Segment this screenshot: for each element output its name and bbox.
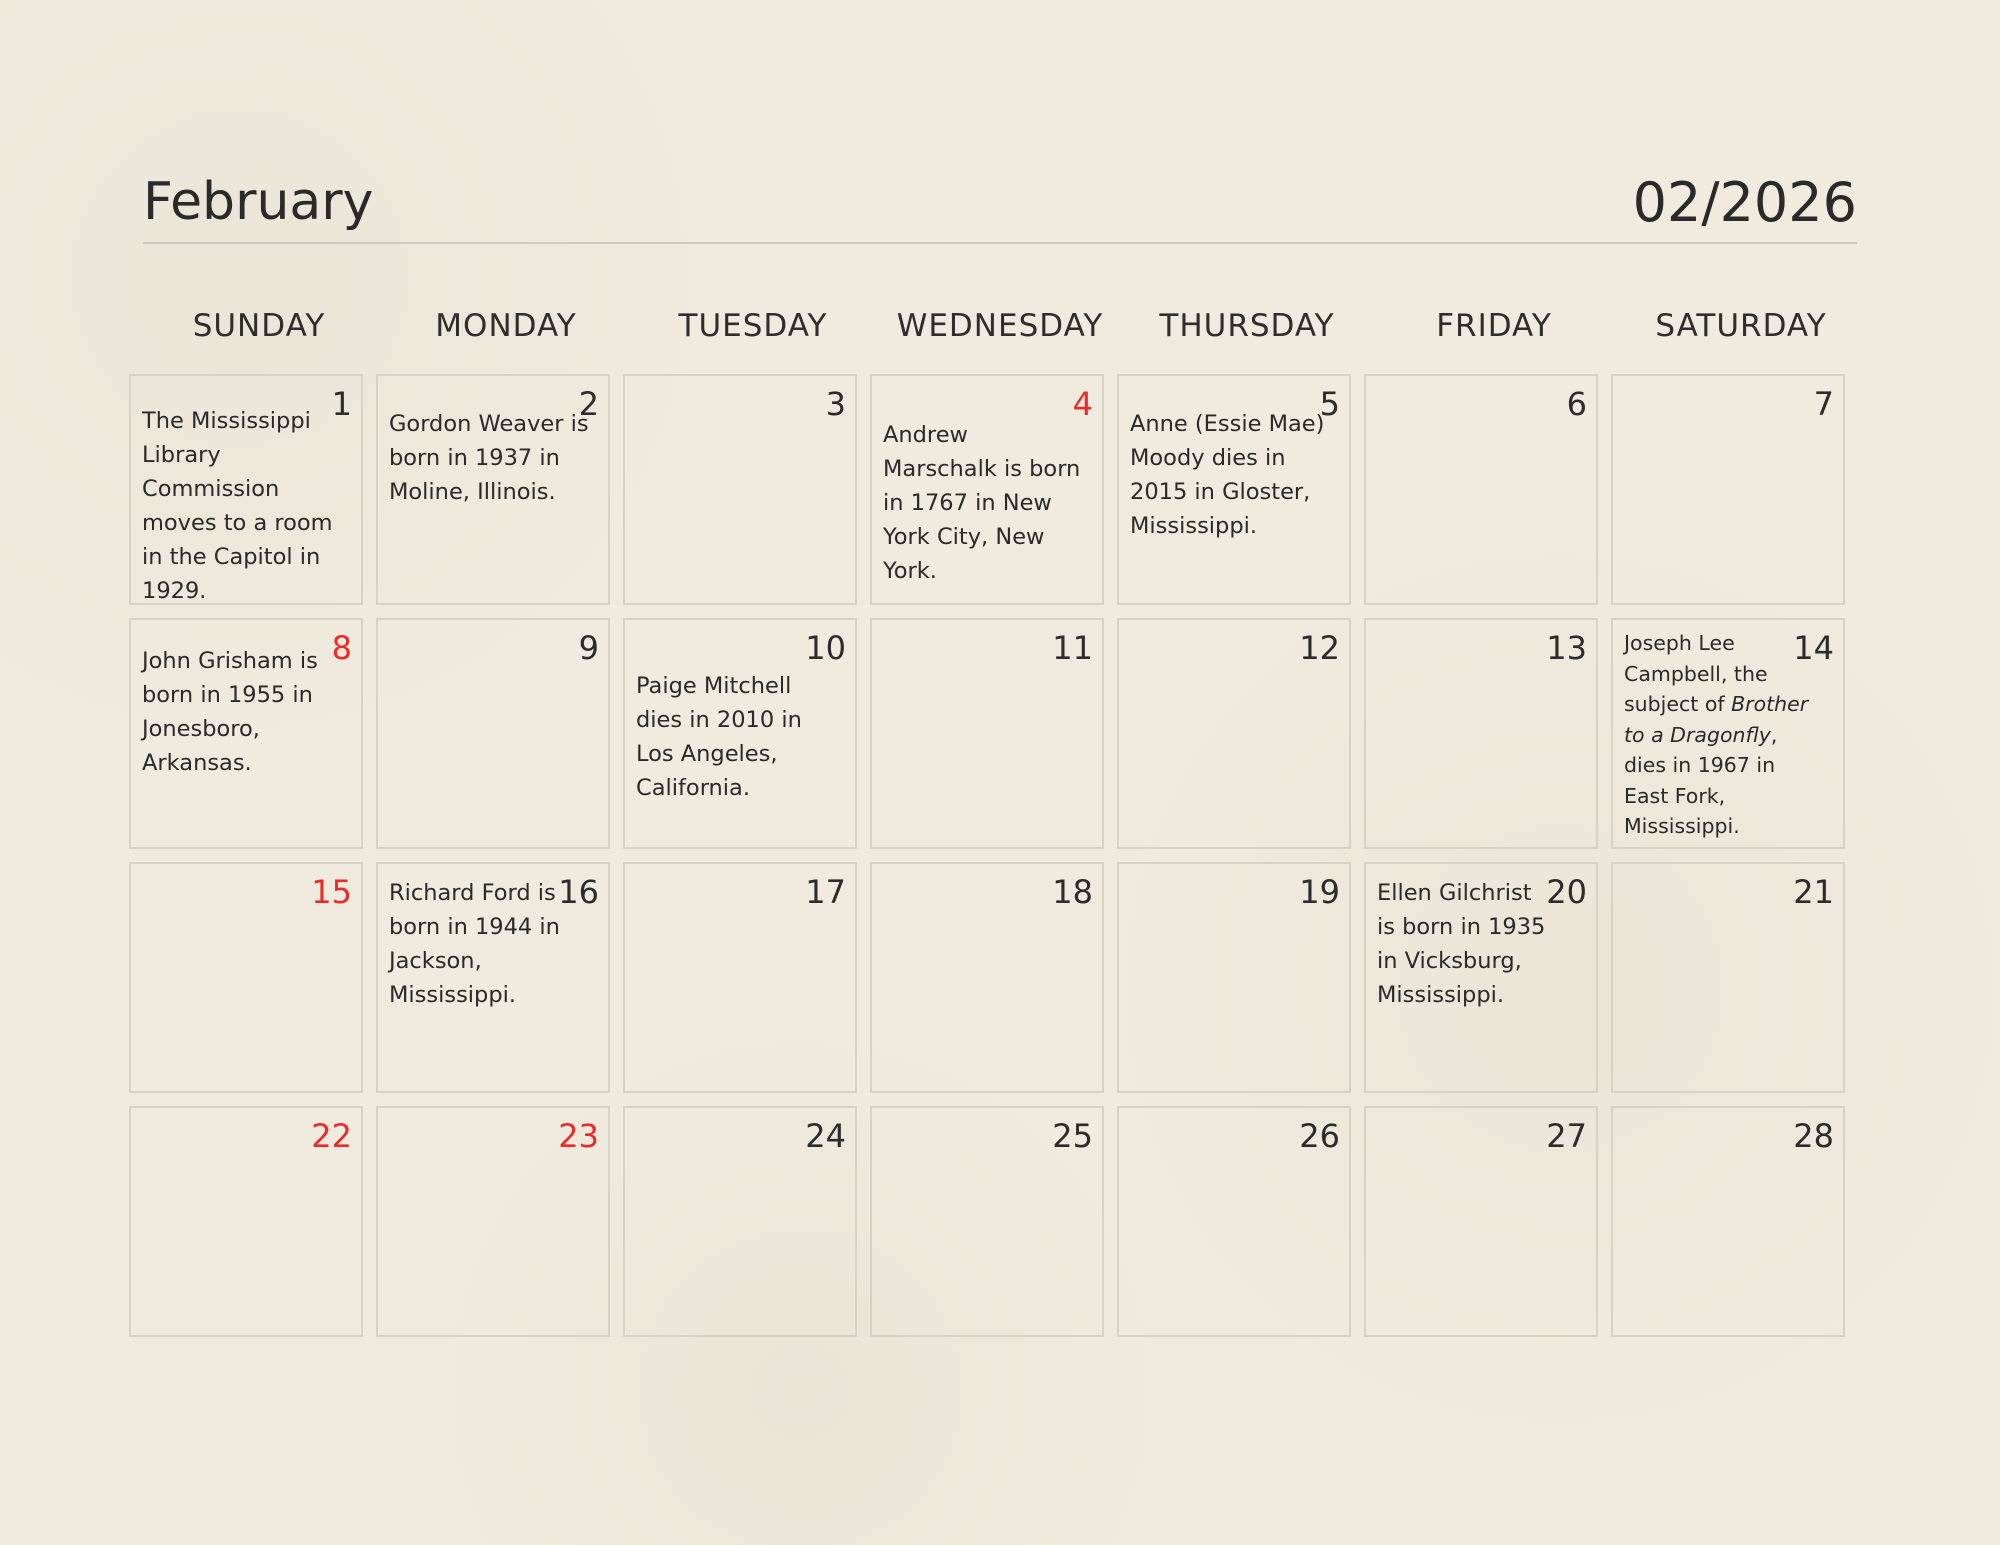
day-cell[interactable] bbox=[376, 1106, 610, 1337]
day-cell[interactable] bbox=[129, 374, 363, 605]
day-event: Anne (Essie Mae) Moody dies in 2015 in Gloster, Mississippi. bbox=[1130, 411, 1325, 539]
day-event bbox=[1624, 628, 1812, 842]
day-number: 8 bbox=[331, 629, 352, 667]
day-cell[interactable] bbox=[1117, 1106, 1351, 1337]
day-cell[interactable] bbox=[623, 1106, 857, 1337]
day-cell[interactable] bbox=[1611, 618, 1845, 849]
day-number: 6 bbox=[1566, 385, 1587, 423]
day-number: 15 bbox=[311, 873, 352, 911]
day-cell[interactable] bbox=[1611, 374, 1845, 605]
weekday-friday: FRIDAY bbox=[1436, 308, 1552, 344]
weekday-tuesday: TUESDAY bbox=[678, 308, 828, 344]
day-number: 3 bbox=[825, 385, 846, 423]
weekday-sunday: SUNDAY bbox=[192, 308, 326, 344]
day-number: 14 bbox=[1793, 629, 1834, 667]
day-cell[interactable] bbox=[376, 862, 610, 1093]
day-number: 17 bbox=[805, 873, 846, 911]
day-number: 18 bbox=[1052, 873, 1093, 911]
weekday-thursday: THURSDAY bbox=[1159, 308, 1335, 344]
day-event-text: , dies in 1967 in East Fork, Mississippi. bbox=[1624, 722, 1778, 838]
day-cell[interactable] bbox=[376, 618, 610, 849]
day-event: Andrew Marschalk is born in 1767 in New York City, New York. bbox=[883, 422, 1081, 584]
day-number: 21 bbox=[1793, 873, 1834, 911]
day-cell[interactable] bbox=[1364, 1106, 1598, 1337]
weekday-wednesday: WEDNESDAY bbox=[896, 308, 1104, 344]
day-cell[interactable] bbox=[1117, 374, 1351, 605]
day-number: 16 bbox=[558, 873, 599, 911]
day-cell[interactable] bbox=[129, 618, 363, 849]
weekday-saturday: SATURDAY bbox=[1655, 308, 1827, 344]
day-number: 24 bbox=[805, 1117, 846, 1155]
day-number: 7 bbox=[1813, 385, 1834, 423]
day-cell[interactable] bbox=[870, 1106, 1104, 1337]
day-number: 25 bbox=[1052, 1117, 1093, 1155]
day-cell[interactable] bbox=[129, 1106, 363, 1337]
day-event: Ellen Gilchrist is born in 1935 in Vicksburg, Mississippi. bbox=[1377, 880, 1546, 1008]
day-number: 9 bbox=[578, 629, 599, 667]
day-number: 22 bbox=[311, 1117, 352, 1155]
day-number: 19 bbox=[1299, 873, 1340, 911]
day-number: 5 bbox=[1319, 385, 1340, 423]
day-number: 13 bbox=[1546, 629, 1587, 667]
day-number: 12 bbox=[1299, 629, 1340, 667]
day-cell[interactable] bbox=[1364, 374, 1598, 605]
month-year-label: 02/2026 bbox=[1632, 171, 1857, 234]
day-number: 26 bbox=[1299, 1117, 1340, 1155]
book-title: Brother to a Dragonfly bbox=[1624, 692, 1809, 747]
day-cell[interactable] bbox=[1364, 862, 1598, 1093]
day-event: The Mississippi Library Commission moves to a room in the Capitol in 1929. bbox=[142, 408, 333, 604]
day-cell[interactable] bbox=[1117, 862, 1351, 1093]
day-cell[interactable] bbox=[623, 862, 857, 1093]
day-cell[interactable] bbox=[623, 374, 857, 605]
day-event-text: Joseph Lee Campbell, the subject of bbox=[1624, 631, 1768, 716]
month-title: February bbox=[143, 172, 374, 232]
day-number: 27 bbox=[1546, 1117, 1587, 1155]
day-event: Richard Ford is born in 1944 in Jackson, Mississippi. bbox=[389, 880, 560, 1008]
day-cell[interactable] bbox=[870, 374, 1104, 605]
day-cell[interactable] bbox=[129, 862, 363, 1093]
day-number: 11 bbox=[1052, 629, 1093, 667]
day-number: 1 bbox=[331, 385, 352, 423]
day-cell[interactable] bbox=[623, 618, 857, 849]
weekday-monday: MONDAY bbox=[435, 308, 577, 344]
day-number: 23 bbox=[558, 1117, 599, 1155]
day-event: Gordon Weaver is born in 1937 in Moline, Illinois. bbox=[389, 411, 589, 505]
day-number: 28 bbox=[1793, 1117, 1834, 1155]
day-cell[interactable] bbox=[1611, 1106, 1845, 1337]
day-number: 20 bbox=[1546, 873, 1587, 911]
day-number: 2 bbox=[578, 385, 599, 423]
day-number: 4 bbox=[1072, 385, 1093, 423]
day-cell[interactable] bbox=[870, 862, 1104, 1093]
day-cell[interactable] bbox=[1117, 618, 1351, 849]
day-cell[interactable] bbox=[376, 374, 610, 605]
day-number: 10 bbox=[805, 629, 846, 667]
day-cell[interactable] bbox=[870, 618, 1104, 849]
calendar-header bbox=[143, 168, 1857, 244]
day-cell[interactable] bbox=[1364, 618, 1598, 849]
day-event: Paige Mitchell dies in 2010 in Los Angeles, California. bbox=[636, 673, 802, 801]
day-cell[interactable] bbox=[1611, 862, 1845, 1093]
day-event: John Grisham is born in 1955 in Jonesboro, Arkansas. bbox=[142, 648, 318, 776]
